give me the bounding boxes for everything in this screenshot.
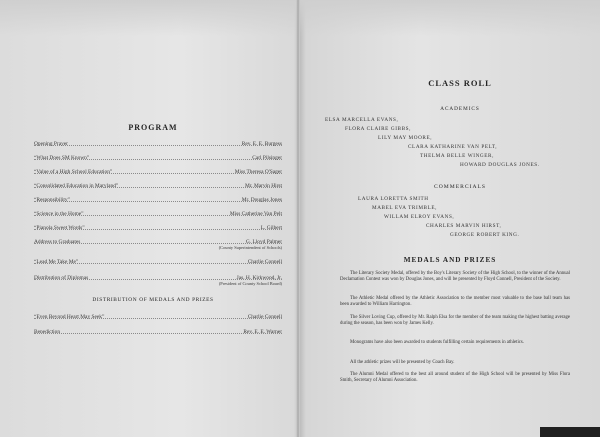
program-item-title: Distribution of Diplomas (34, 275, 89, 281)
distribution-item-performer: Rev. E. E. Warner (243, 329, 282, 335)
distribution-heading: DISTRIBUTION OF MEDALS AND PRIZES (92, 297, 214, 303)
medal-paragraph: The Alumni Medal offered to the best all around student of the High School will be presented by Miss Flora Smith, Secretary of Alumni Association. (340, 372, 570, 384)
medal-paragraph: All the athletic prizes will be presented by Coach Bay. (350, 360, 455, 365)
program-item-title: “Lead Me Take Me” (34, 259, 79, 265)
academics-heading: ACADEMICS (440, 106, 480, 112)
program-item-title: “Consolidated Education in Maryland” (34, 183, 119, 189)
right-page (300, 0, 600, 437)
program-item-title: Opening Prayer (34, 141, 68, 147)
program-item-note: (County Superintendent of Schools) (218, 245, 282, 250)
distribution-item-title: Benediction (34, 329, 61, 335)
program-item-performer: Miss Theresa O'Sager (234, 169, 282, 175)
program-heading: PROGRAM (128, 123, 178, 132)
program-item-performer: Jas. H. Kirkwood, Jr. (236, 275, 282, 281)
program-item (34, 183, 282, 195)
graduate-name: LAURA LORETTA SMITH (358, 196, 429, 202)
graduate-name: FLORA CLAIRE GIBBS, (345, 126, 412, 132)
medal-paragraph: The Athletic Medal offered by the Athletic Association to the member most valuable to the base ball team has been awarded to William Harrington. (340, 296, 570, 308)
program-item-title: “Pianola Sweet Words” (34, 225, 85, 231)
program-item-title: “What Does SM Known” (34, 155, 90, 161)
graduate-name: MABEL EVA TRIMBLE, (372, 205, 438, 211)
program-item-performer: Miss Catherine Van Pelt (229, 211, 282, 217)
commercials-heading: COMMERCIALS (433, 184, 487, 190)
program-item-performer: Carl Pilsinger (252, 155, 282, 161)
program-item-title: “Responsibility” (34, 197, 70, 203)
graduate-name: CHARLES MARVIN HIRST, (426, 223, 502, 229)
medal-paragraph: The Literary Society Medal, offered by the Boy's Literary Society of the High School, to the winner of the Annual Declamation Contest was won by Douglas Jones, and will be presented by Floyd Connell, President of the Society. (340, 271, 570, 283)
program-item-title: “Value of a High School Education” (34, 169, 113, 175)
program-item-performer: L. Gilbert (260, 225, 282, 231)
distribution-item-title: “Even Beyond Heart May Seek” (34, 314, 105, 320)
graduate-name: ELSA MARCELLA EVANS, (325, 117, 399, 123)
program-item (34, 275, 282, 287)
class-roll-heading: CLASS ROLL (428, 78, 492, 88)
program-item (34, 141, 282, 153)
program-item (34, 259, 282, 271)
distribution-item-performer: Charlie Connell (247, 314, 282, 320)
distribution-item (34, 314, 282, 326)
graduate-name: HOWARD DOUGLAS JONES. (460, 162, 540, 168)
medal-paragraph: The Silver Loving Cup, offered by Mr. Ralph Elsa for the member of the team making the highest batting average during the season, has been won by James Kelly. (340, 315, 570, 327)
program-item (34, 211, 282, 223)
program-item-title: Address to Graduates (34, 239, 81, 245)
program-item-performer: Mr. Marvin Hirst (245, 183, 282, 189)
program-item-performer: Charlie Connell (247, 259, 282, 265)
program-item (34, 169, 282, 181)
graduate-name: GEORGE ROBERT KING. (450, 232, 520, 238)
program-item-performer: Mr. Douglas Jones (241, 197, 282, 203)
medal-paragraph: Monograms have also been awarded to students fulfilling certain requirements in athletics. (350, 340, 524, 345)
program-item (34, 155, 282, 167)
program-item (34, 239, 282, 251)
program-item-note: (President of County School Board) (218, 281, 282, 286)
medals-heading: MEDALS AND PRIZES (403, 256, 497, 264)
graduate-name: CLARA KATHARINE VAN PELT, (408, 144, 498, 150)
distribution-item (34, 329, 282, 341)
graduate-name: THELMA BELLE WINGER, (420, 153, 495, 159)
program-item (34, 225, 282, 237)
program-item-title: “Science in the Home” (34, 211, 84, 217)
program-item-performer: Rev. E. E. Burgess (241, 141, 282, 147)
graduate-name: LILY MAY MOORE, (378, 135, 433, 141)
left-page (10, 0, 296, 437)
program-item-performer: G. Lloyd Palmer (245, 239, 282, 245)
program-item (34, 197, 282, 209)
graduate-name: WILLAM ELROY EVANS, (384, 214, 455, 220)
